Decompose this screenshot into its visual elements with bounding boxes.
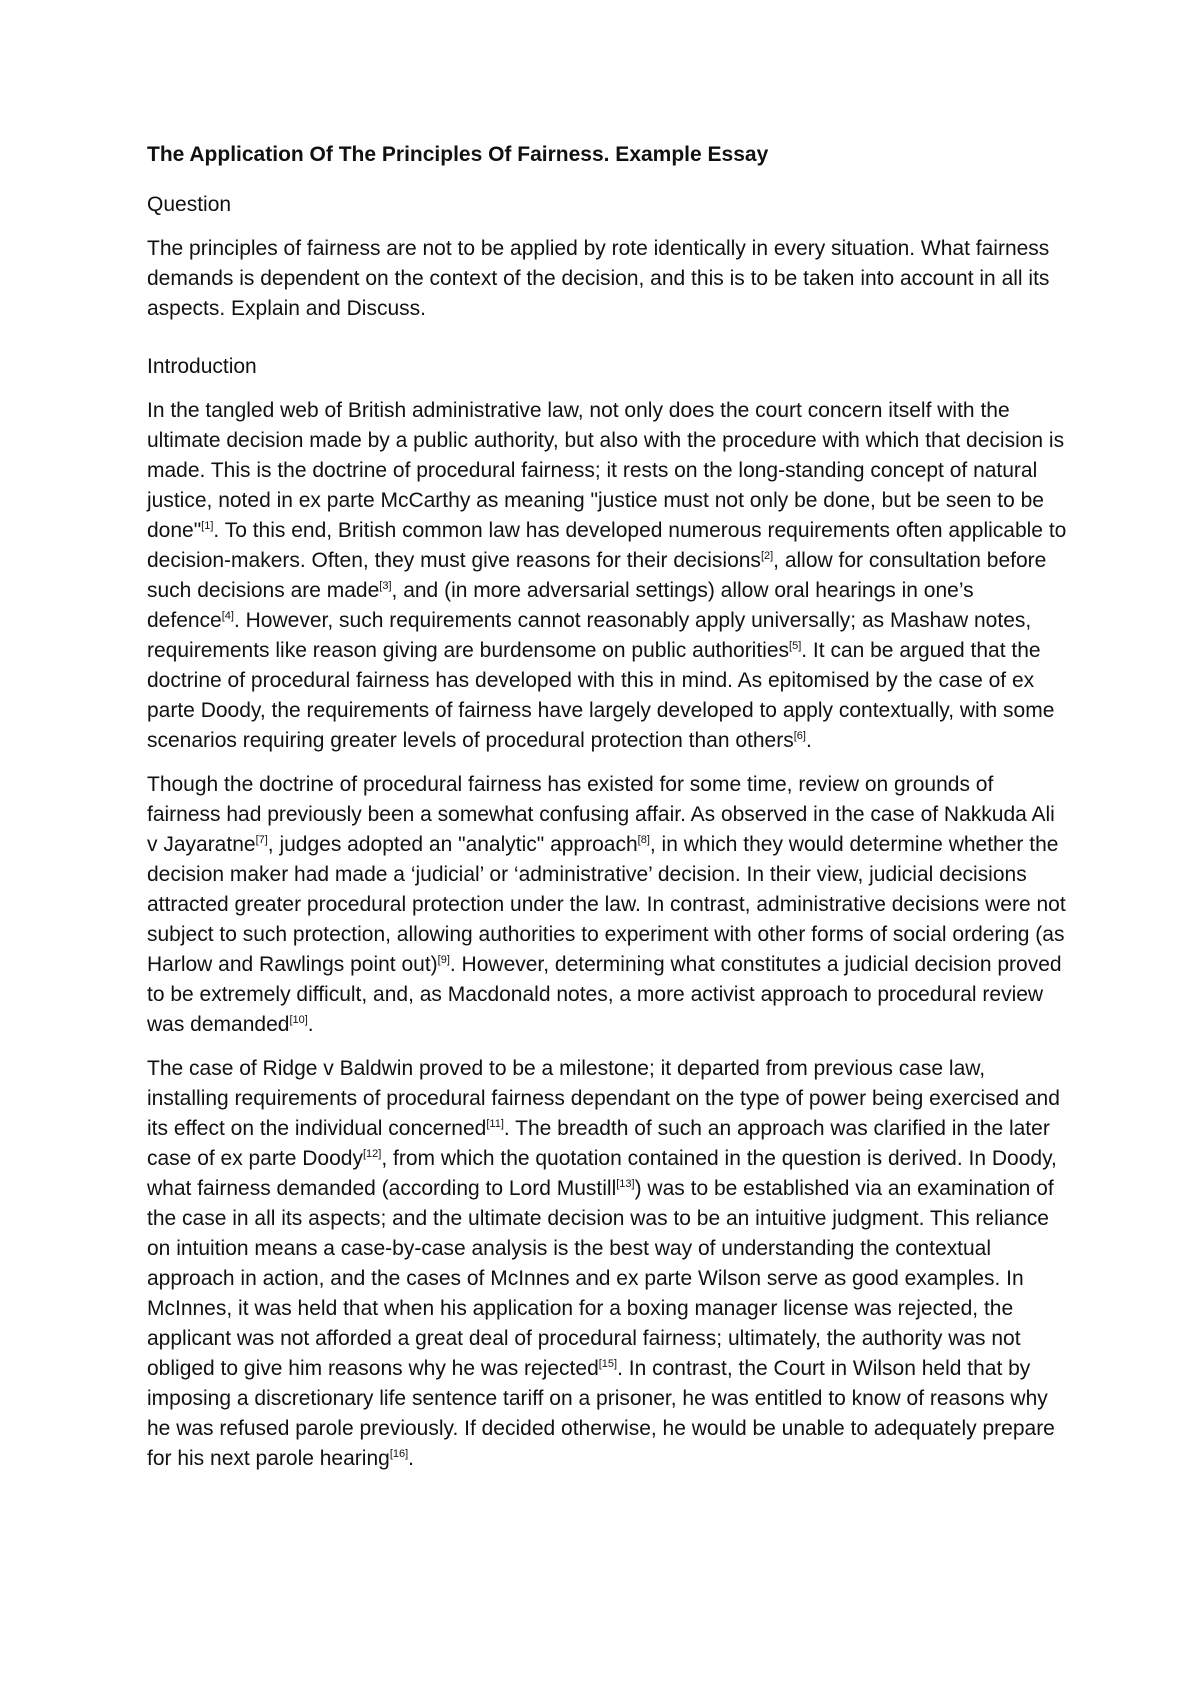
body-paragraph: Though the doctrine of procedural fairness has existed for some time, review on grounds of fairness had previously been a somewhat confusing affair. As observed in the case of Nakkuda Ali v Jayaratne[7], judges adopted an "analytic" approach[8], in which they would determine whether the decision maker had made a ‘judicial’ or ‘administrative’ decision. In their view, judicial decisions attracted greater procedural protection under the law. In contrast, administrative decisions were not subject to such protection, allowing authorities to experiment with other forms of social ordering (as Harlow and Rawlings point out)[9]. However, determining what constitutes a judicial decision proved to be extremely difficult, and, as Macdonald notes, a more activist approach to procedural review was demanded[10]. [147,773,1066,1036]
question-text: The principles of fairness are not to be applied by rote identically in every situation. What fairness demands is dependent on the context of the decision, and this is to be taken into account in all its aspects. Explain and Discuss. [147,237,1050,320]
footnote-reference: [8] [637,834,650,846]
footnote-reference: [13] [616,1178,635,1190]
footnote-reference: [10] [289,1014,308,1026]
question-heading: Question [147,193,232,216]
footnote-reference: [11] [486,1118,504,1130]
introduction-heading: Introduction [147,355,257,378]
footnote-reference: [3] [379,580,392,592]
body-paragraph: In the tangled web of British administrative law, not only does the court concern itself with the ultimate decision made by a public authority, but also with the procedure with which that decision is made. This is the doctrine of procedural fairness; it rests on the long-standing concept of natural justice, noted in ex parte McCarthy as meaning "justice must not only be done, but be seen to be done"[1]. To this end, British common law has developed numerous requirements often applicable to decision-makers. Often, they must give reasons for their decisions[2], allow for consultation before such decisions are made[3], and (in more adversarial settings) allow oral hearings in one’s defence[4]. However, such requirements cannot reasonably apply universally; as Mashaw notes, requirements like reason giving are burdensome on public authorities[5]. It can be argued that the doctrine of procedural fairness has developed with this in mind. As epitomised by the case of ex parte Doody, the requirements of fairness have largely developed to apply contextually, with some scenarios requiring greater levels of procedural protection than others[6]. [147,399,1067,752]
footnote-reference: [15] [598,1358,618,1370]
footnote-reference: [7] [255,834,268,846]
footnote-reference: [12] [362,1148,382,1160]
footnote-reference: [9] [437,954,450,966]
footnote-reference: [4] [221,610,234,622]
footnote-reference: [1] [201,520,214,532]
footnote-reference: [6] [793,730,806,742]
footnote-reference: [5] [789,640,802,652]
footnote-reference: [2] [760,550,774,562]
document-page [147,140,1067,1488]
body-paragraph: The case of Ridge v Baldwin proved to be a milestone; it departed from previous case law, installing requirements of procedural fairness dependant on the type of power being exercised and its effect on the individual concerned[11]. The breadth of such an approach was clarified in the later case of ex parte Doody[12], from which the quotation contained in the question is derived. In Doody, what fairness demanded (according to Lord Mustill[13]) was to be established via an examination of the case in all its aspects; and the ultimate decision was to be an intuitive judgment. This reliance on intuition means a case-by-case analysis is the best way of understanding the contextual approach in action, and the cases of McInnes and ex parte Wilson serve as good examples. In McInnes, it was held that when his application for a boxing manager license was rejected, the applicant was not afforded a great deal of procedural fairness; ultimately, the authority was not obliged to give him reasons why he was rejected[15]. In contrast, the Court in Wilson held that by imposing a discretionary life sentence tariff on a prisoner, he was entitled to know of reasons why he was refused parole previously. If decided otherwise, he would be unable to adequately prepare for his next parole hearing[16]. [147,1057,1060,1470]
footnote-reference: [16] [389,1448,409,1460]
document-title: The Application Of The Principles Of Fairness. Example Essay [147,143,769,166]
body-paragraphs [147,396,1067,1474]
